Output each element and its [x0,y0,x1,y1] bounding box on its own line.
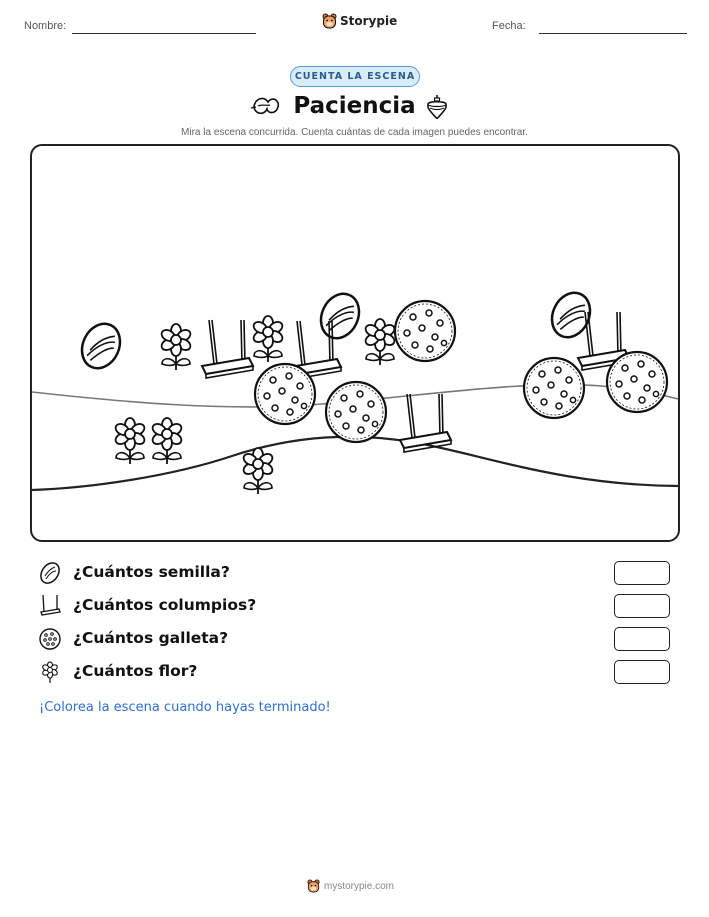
scene-seed [545,287,597,344]
scene-cookie [524,358,584,418]
answer-box[interactable] [614,594,670,618]
answer-box[interactable] [614,561,670,585]
scene-flower [160,324,193,370]
cookie-icon [38,627,62,651]
page-title: Paciencia [293,93,416,119]
bear-logo-icon [322,13,337,29]
scene-flower [242,448,275,494]
instructions-text: Mira la escena concurrida. Cuenta cuántas de cada imagen puedes encontrar. [181,127,528,138]
question-label: ¿Cuántos columpios? [73,596,257,614]
scene-cookie [607,352,667,412]
question-row [38,561,670,585]
scene-flower [364,319,397,365]
activity-badge: CUENTA LA ESCENA [290,66,420,87]
question-row [38,660,670,684]
brand-logo [322,13,397,29]
scene-swing [400,394,451,452]
scene-seed [314,288,366,345]
bear-logo-icon [307,879,320,893]
answer-box[interactable] [614,660,670,684]
question-label: ¿Cuántos flor? [73,662,198,680]
flower-icon [38,660,62,684]
footer-url[interactable]: mystorypie.com [324,880,395,892]
answer-box[interactable] [614,627,670,651]
name-line[interactable] [72,33,256,34]
scene-swing [202,320,253,378]
seed-icon [38,561,62,585]
scene-flower [114,418,147,464]
scene-cookie [326,382,386,442]
scene-cookie [395,301,455,361]
swing-icon [38,594,62,618]
date-label: Fecha: [492,20,526,32]
question-row [38,627,670,651]
coloring-instruction: ¡Colorea la escena cuando hayas terminado! [39,700,331,715]
name-label: Nombre: [24,20,67,32]
footer [307,879,394,893]
scene-seed [75,318,127,375]
scene-flower [252,316,285,362]
question-label: ¿Cuántos galleta? [73,629,229,647]
question-row [38,594,670,618]
scene-cookie [255,364,315,424]
brand-name: Storypie [340,14,398,28]
scene-flower [151,418,184,464]
date-line[interactable] [539,33,687,34]
counting-scene [30,144,680,542]
question-label: ¿Cuántos semilla? [73,563,230,581]
spinning-top-icon [426,94,448,120]
